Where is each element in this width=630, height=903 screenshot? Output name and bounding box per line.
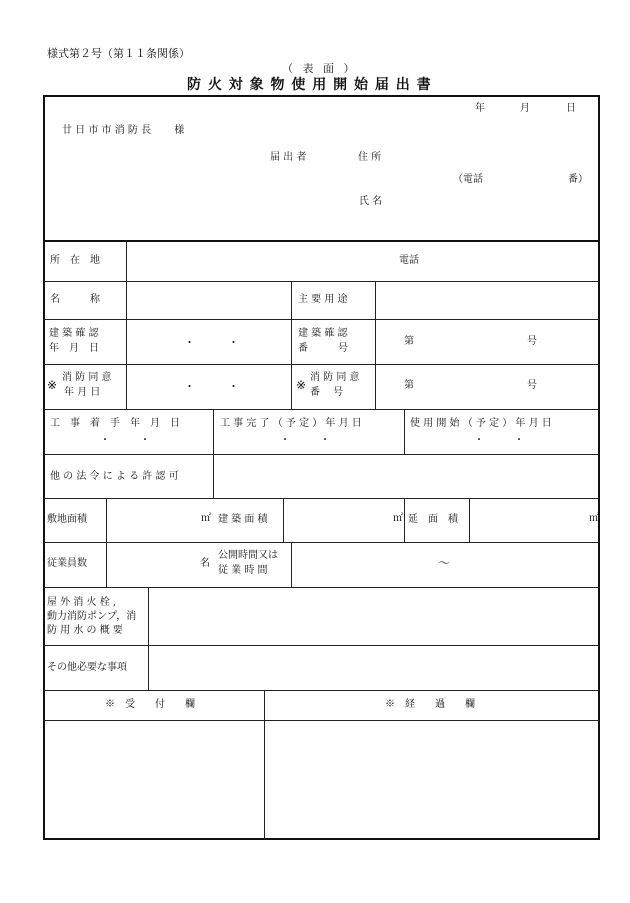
sqm-unit: ㎡ [589, 513, 599, 524]
sqm-unit: ㎡ [201, 513, 211, 524]
fire-consent-date-label-2: 年 月 日 [64, 387, 101, 398]
col-line [264, 690, 265, 840]
hours-label-1: 公開時間又は [218, 550, 278, 561]
build-confirm-date-dots: ・ ・ [184, 336, 239, 349]
number-suffix: 号 [527, 336, 537, 347]
col-line [469, 498, 470, 542]
row-line [43, 542, 600, 543]
outline-label-2: 動力消防ポンプ，消 [47, 611, 137, 622]
reception-column-header: ※ 受 付 欄 [105, 699, 195, 710]
floor-area-label: 延 面 積 [408, 514, 458, 525]
applicant-label: 届 出 者 [270, 152, 307, 163]
day-label: 日 [566, 103, 576, 114]
col-line [291, 542, 292, 587]
phone-label: 電話 [399, 255, 419, 266]
addressee: 廿 日 市 市 消 防 長 様 [62, 125, 185, 136]
col-line [375, 281, 376, 409]
build-confirm-date-label-1: 建 築 確 認 [49, 328, 99, 339]
site-area-label: 敷地面積 [47, 514, 87, 525]
surface-label: （ 表 面 ） [282, 62, 358, 75]
fire-consent-no-label-2: 番 号 [310, 387, 344, 398]
row-line [43, 409, 600, 410]
employees-label: 従業員数 [47, 558, 87, 569]
outline-label-1: 屋 外 消 火 栓 , [47, 597, 117, 608]
construction-start-label: 工 事 着 手 年 月 日 [50, 418, 180, 429]
page-title: 防 火 対 象 物 使 用 開 始 届 出 書 [187, 77, 432, 93]
col-line [213, 409, 214, 498]
kome-mark: ※ [47, 378, 58, 392]
fire-consent-no-label-1: 消 防 同 意 [310, 372, 360, 383]
sqm-unit: ㎡ [393, 513, 403, 524]
row-line [43, 454, 600, 455]
year-label: 年 [475, 103, 485, 114]
number-suffix: 号 [527, 380, 537, 391]
number-prefix: 第 [404, 336, 414, 347]
outline-label-3: 防 用 水 の 概 要 [47, 625, 123, 636]
row-line [43, 690, 600, 691]
tel-open: （電話 [453, 174, 483, 185]
col-line [148, 587, 149, 690]
month-label: 月 [520, 103, 530, 114]
name-label: 氏 名 [359, 196, 383, 207]
use-start-dots: ・ ・ [474, 435, 524, 446]
col-line [106, 498, 107, 587]
form-number: 様式第２号（第１１条関係） [47, 47, 190, 60]
use-start-label: 使 用 開 始 （ 予 定 ） 年 月 日 [410, 418, 552, 429]
main-use-label: 主 要 用 途 [298, 294, 348, 305]
persons-unit: 名 [200, 558, 210, 569]
col-line [404, 498, 405, 542]
row-line [43, 587, 600, 588]
row-line [43, 498, 600, 499]
number-prefix: 第 [404, 380, 414, 391]
build-confirm-date-label-2: 年 月 日 [49, 343, 99, 354]
fire-consent-date-label-1: 消 防 同 意 [62, 372, 112, 383]
construction-end-dots: ・ ・ [280, 435, 330, 446]
construction-end-label: 工 事 完 了 （ 予 定 ） 年 月 日 [220, 418, 362, 429]
property-name-label: 名 称 [50, 294, 100, 305]
construction-start-dots: ・ ・ [100, 435, 150, 446]
other-matters-label: その他必要な事項 [47, 662, 127, 673]
address-label: 住 所 [358, 152, 382, 163]
hours-tilde: ～ [438, 556, 451, 570]
fire-consent-date-dots: ・ ・ [184, 380, 239, 393]
kome-mark: ※ [296, 378, 307, 392]
row-line [43, 645, 600, 646]
col-line [126, 240, 127, 409]
location-label: 所 在 地 [50, 255, 100, 266]
build-confirm-no-label-2: 番 号 [298, 343, 348, 354]
col-line [404, 409, 405, 454]
col-line [283, 498, 284, 542]
progress-column-header: ※ 経 過 欄 [385, 699, 475, 710]
other-law-label: 他 の 法 令 に よ る 許 認 可 [50, 471, 179, 482]
hours-label-2: 従 業 時 間 [218, 565, 268, 576]
row-line [43, 720, 600, 721]
col-line [291, 281, 292, 409]
form-frame [43, 95, 600, 840]
building-area-label: 建 築 面 積 [218, 514, 268, 525]
tel-close: 番） [568, 174, 588, 185]
build-confirm-no-label-1: 建 築 確 認 [298, 328, 348, 339]
